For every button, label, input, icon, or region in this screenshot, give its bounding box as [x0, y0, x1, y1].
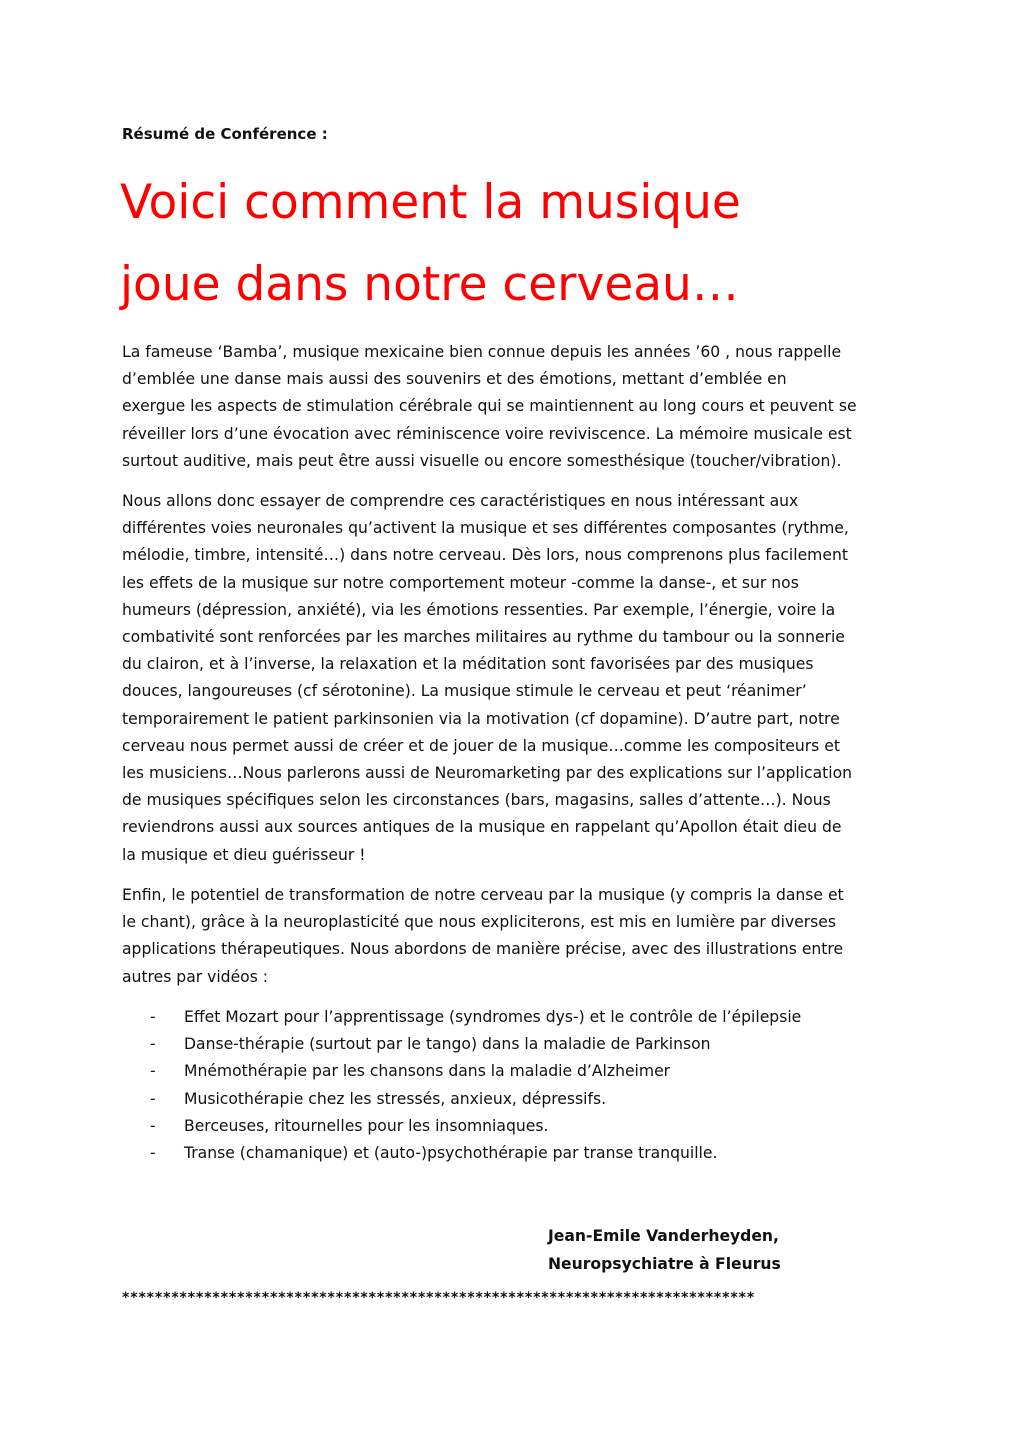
paragraph-line: le chant), grâce à la neuroplasticité que nous expliciterons, est mis en lumière par diverses — [122, 913, 837, 932]
list-item-text: Mnémothérapie par les chansons dans la maladie d’Alzheimer — [184, 1062, 671, 1081]
bullet-dash: - — [150, 1116, 156, 1135]
paragraph-line: les effets de la musique sur notre comportement moteur -comme la danse-, et sur nos — [122, 573, 799, 592]
paragraph-line: de musiques spécifiques selon les circonstances (bars, magasins, salles d’attente…). Nous — [122, 791, 831, 810]
paragraph-line: combativité sont renforcées par les marches militaires au rythme du tambour ou la sonnerie — [122, 628, 845, 647]
bullet-dash: - — [150, 1008, 156, 1026]
paragraph-conclusion — [122, 882, 912, 991]
bullet-dash: - — [150, 1089, 156, 1108]
asterisk-separator: ***************************************************************************** — [122, 1290, 756, 1306]
title-line: Voici comment la musique — [120, 175, 741, 230]
author-name: Jean-Emile Vanderheyden, — [548, 1227, 779, 1245]
paragraph-line: la musique et dieu guérisseur ! — [122, 845, 366, 864]
paragraph-line: les musiciens…Nous parlerons aussi de Neuromarketing par des explications sur l’application — [122, 764, 853, 783]
list-item-text: Transe (chamanique) et (auto-)psychothérapie par transe tranquille. — [184, 1144, 718, 1163]
paragraph-line: autres par vidéos : — [122, 967, 269, 986]
paragraph-line: reviendrons aussi aux sources antiques de la musique en rappelant qu’Apollon était dieu de — [122, 818, 842, 837]
paragraph-line: Nous allons donc essayer de comprendre ces caractéristiques en nous intéressant aux — [122, 492, 799, 510]
list-item-text: Effet Mozart pour l’apprentissage (syndromes dys-) et le contrôle de l’épilepsie — [184, 1008, 802, 1026]
paragraph-line: d’emblée une danse mais aussi des souvenirs et des émotions, mettant d’emblée en — [122, 370, 787, 389]
author-signature — [548, 1222, 781, 1278]
bullet-dash: - — [150, 1035, 156, 1054]
list-item — [150, 1058, 801, 1085]
author-role: Neuropsychiatre à Fleurus — [548, 1255, 781, 1273]
list-item-text: Danse-thérapie (surtout par le tango) dans la maladie de Parkinson — [184, 1035, 711, 1054]
paragraph-line: réveiller lors d’une évocation avec réminiscence voire reviviscence. La mémoire musicale est — [122, 424, 852, 443]
list-item — [150, 1031, 801, 1058]
paragraph-line: applications thérapeutiques. Nous abordons de manière précise, avec des illustrations entre — [122, 940, 844, 959]
paragraph-line: mélodie, timbre, intensité…) dans notre cerveau. Dès lors, nous comprenons plus facilement — [122, 546, 848, 565]
paragraph-line: temporairement le patient parkinsonien via la motivation (cf dopamine). D’autre part, notre — [122, 709, 840, 728]
conference-summary-label: Résumé de Conférence : — [122, 125, 328, 143]
list-item — [150, 1004, 801, 1031]
list-item — [150, 1086, 801, 1113]
paragraph-line: différentes voies neuronales qu’activent la musique et ses différentes composantes (rythme, — [122, 519, 849, 538]
paragraph-line: La fameuse ‘Bamba’, musique mexicaine bien connue depuis les années ’60 , nous rappelle — [122, 343, 842, 361]
paragraph-line: du clairon, et à l’inverse, la relaxation et la méditation sont favorisées par des musiques — [122, 655, 814, 674]
bullet-dash: - — [150, 1144, 156, 1163]
paragraph-line: cerveau nous permet aussi de créer et de jouer de la musique…comme les compositeurs et — [122, 736, 840, 755]
bullet-dash: - — [150, 1062, 156, 1081]
paragraph-line: surtout auditive, mais peut être aussi visuelle ou encore somesthésique (toucher/vibration). — [122, 451, 842, 470]
therapy-list — [150, 1004, 801, 1167]
paragraph-intro — [122, 339, 912, 475]
list-item — [150, 1113, 801, 1140]
paragraph-line: Enfin, le potentiel de transformation de notre cerveau par la musique (y compris la danse et — [122, 886, 844, 904]
paragraph-line: humeurs (dépression, anxiété), via les émotions ressenties. Par exemple, l’énergie, voire la — [122, 600, 836, 619]
paragraph-line: exergue les aspects de stimulation cérébrale qui se maintiennent au long cours et peuvent se — [122, 397, 857, 416]
list-item-text: Musicothérapie chez les stressés, anxieux, dépressifs. — [184, 1089, 607, 1108]
document-title — [120, 162, 940, 326]
paragraph-line: douces, langoureuses (cf sérotonine). La musique stimule le cerveau et peut ‘réanimer’ — [122, 682, 807, 701]
list-item — [150, 1140, 801, 1167]
list-item-text: Berceuses, ritournelles pour les insomniaques. — [184, 1116, 549, 1135]
title-line: joue dans notre cerveau… — [120, 257, 739, 312]
paragraph-body — [122, 488, 912, 869]
